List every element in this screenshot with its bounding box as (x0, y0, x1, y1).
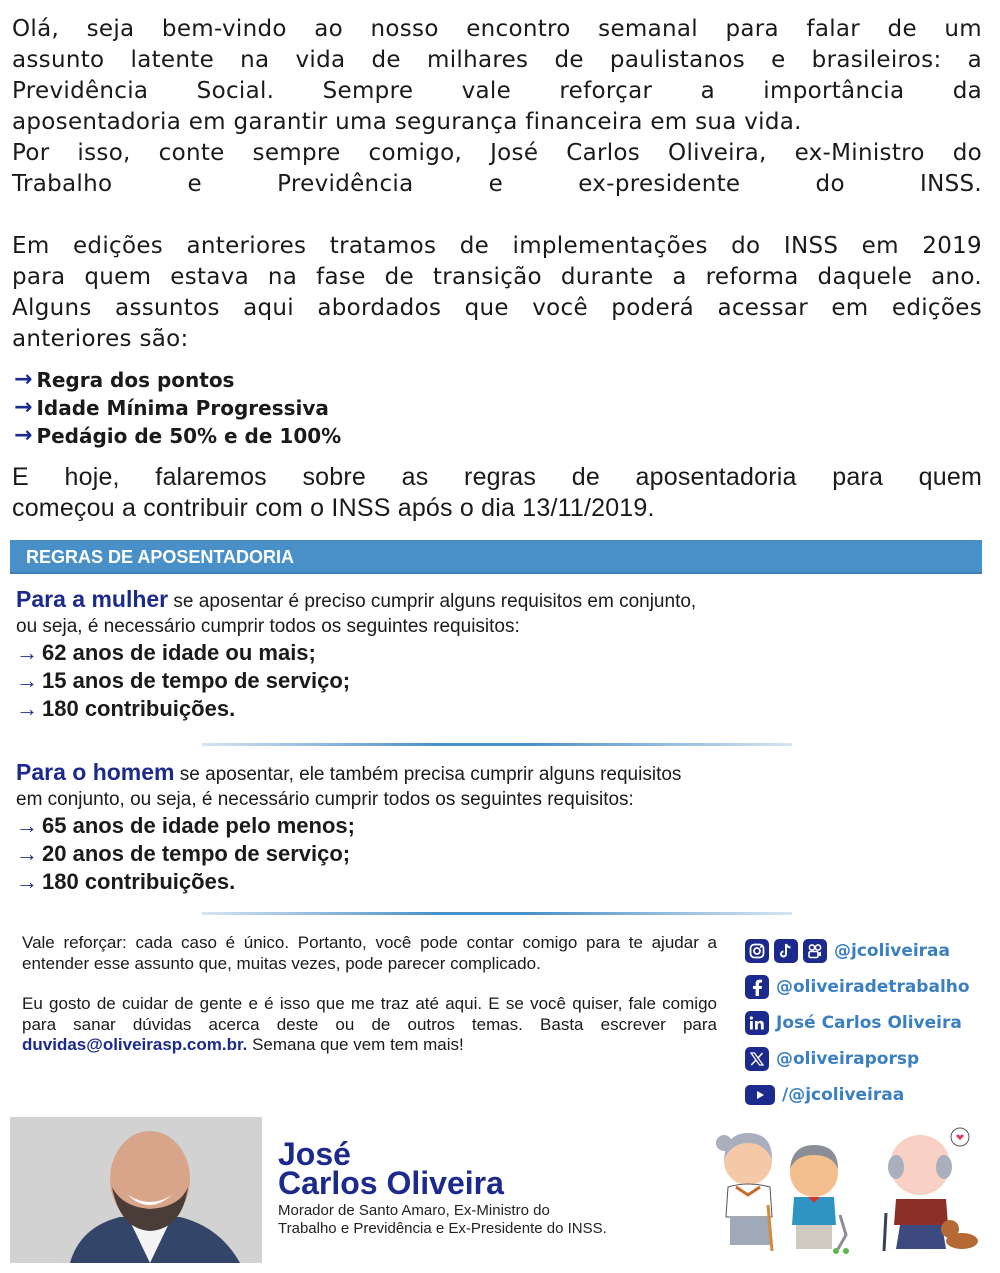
closing-paragraph (22, 994, 717, 1056)
arrow-right-icon: → (14, 367, 33, 392)
list-item (16, 812, 916, 840)
requirement-label: 180 contribuições. (42, 696, 236, 721)
rules-lead (16, 587, 916, 614)
list-item (16, 868, 916, 896)
social-item-linkedin[interactable] (745, 1005, 995, 1041)
social-handle[interactable]: @jcoliveiraa (834, 941, 951, 961)
social-handle[interactable]: @oliveiraporsp (776, 1049, 920, 1069)
intro-line: Olá, seja bem-vindo ao nosso encontro semanal para falar de um (12, 16, 982, 42)
intro-line: Em edições anteriores tratamos de implementações do INSS em 2019 (12, 233, 982, 259)
instagram-icon[interactable] (745, 939, 769, 963)
rules-highlight: Para o homem (16, 759, 175, 785)
author-info (278, 1136, 698, 1238)
intro-line: assunto latente na vida de milhares de paulistanos e brasileiros: a (12, 47, 982, 73)
list-item (16, 840, 916, 868)
rules-lead (16, 760, 916, 787)
author-bio (278, 1202, 698, 1238)
x-icon[interactable] (745, 1047, 769, 1071)
requirement-label: 65 anos de idade pelo menos; (42, 813, 355, 838)
rules-lead-line2: em conjunto, ou seja, é necessário cumprir todos os seguintes requisitos: (16, 789, 634, 810)
closing-text-end: Semana que vem tem mais! (247, 1035, 464, 1054)
today-line: E hoje, falaremos sobre as regras de aposentadoria para quem (12, 463, 982, 491)
social-item-instagram-tiktok-kwai[interactable] (745, 933, 995, 969)
author-bio-line: Trabalho e Previdência e Ex-Presidente do INSS. (278, 1220, 607, 1237)
email-link[interactable]: duvidas@oliveirasp.com.br. (22, 1035, 248, 1054)
elderly-characters-illustration (700, 1125, 990, 1255)
list-item (14, 422, 341, 450)
intro-line: Trabalho e Previdência e ex-presidente do INSS. (12, 171, 982, 197)
social-item-facebook[interactable] (745, 969, 995, 1005)
requirement-label: 62 anos de idade ou mais; (42, 640, 316, 665)
closing-text-start: Eu gosto de cuidar de gente e é isso que me traz até aqui. E se você quiser, fale comigo para sanar dúvidas acerca deste ou de outros temas. Basta escrever para (22, 994, 717, 1034)
topic-label: Regra dos pontos (36, 368, 235, 392)
linkedin-icon[interactable] (745, 1011, 769, 1035)
arrow-right-icon: → (16, 813, 38, 838)
arrow-right-icon: → (14, 423, 33, 448)
divider (202, 743, 792, 746)
list-item (14, 394, 341, 422)
today-line: começou a contribuir com o INSS após o dia 13/11/2019. (12, 494, 655, 522)
arrow-right-icon: → (16, 696, 38, 721)
arrow-right-icon: → (16, 841, 38, 866)
youtube-icon[interactable] (745, 1085, 775, 1105)
social-handle[interactable]: José Carlos Oliveira (776, 1013, 962, 1033)
social-handle[interactable]: /@jcoliveiraa (782, 1085, 905, 1105)
topic-label: Idade Mínima Progressiva (36, 396, 329, 420)
list-item (16, 667, 916, 695)
list-item (16, 639, 916, 667)
requirement-label: 15 anos de tempo de serviço; (42, 668, 351, 693)
section-heading: REGRAS DE APOSENTADORIA (10, 540, 982, 574)
bald-grandpa-figure (884, 1135, 952, 1251)
intro-line: aposentadoria em garantir uma segurança financeira em sua vida. (12, 109, 802, 135)
intro-line: Previdência Social. Sempre vale reforçar a importância da (12, 78, 982, 104)
social-item-youtube[interactable] (745, 1077, 995, 1113)
topic-label: Pedágio de 50% e de 100% (36, 424, 342, 448)
arrow-right-icon: → (16, 668, 38, 693)
intro-line: anteriores são: (12, 326, 189, 352)
intro-line: para quem estava na fase de transição durante a reforma daquele ano. (12, 264, 982, 290)
rules-lead-text: se aposentar é preciso cumprir alguns requisitos em conjunto, (168, 591, 697, 612)
requirement-label: 180 contribuições. (42, 869, 236, 894)
dog-figure (941, 1220, 978, 1249)
facebook-icon[interactable] (745, 975, 769, 999)
intro-line: Alguns assuntos aqui abordados que você poderá acessar em edições (12, 295, 982, 321)
grandma-figure (716, 1133, 772, 1251)
social-handle[interactable]: @oliveiradetrabalho (776, 977, 970, 997)
divider (202, 912, 792, 915)
rules-man (16, 760, 916, 896)
tiktok-icon[interactable] (774, 939, 798, 963)
closing-text (22, 933, 717, 1056)
arrow-right-icon: → (14, 395, 33, 420)
grandpa-walker-figure (790, 1145, 849, 1254)
rules-woman (16, 587, 916, 723)
author-photo (10, 1117, 262, 1263)
rules-highlight: Para a mulher (16, 586, 169, 612)
intro-text (12, 14, 982, 355)
arrow-right-icon: → (16, 869, 38, 894)
kwai-icon[interactable] (803, 939, 827, 963)
rules-lead-text: se aposentar, ele também precisa cumprir alguns requisitos (174, 764, 682, 785)
social-links (745, 933, 995, 1113)
closing-paragraph: Vale reforçar: cada caso é único. Portanto, você pode contar comigo para te ajudar a entender esse assunto que, muitas vezes, pode parecer complicado. (22, 933, 717, 973)
requirement-label: 20 anos de tempo de serviço; (42, 841, 351, 866)
arrow-right-icon: → (16, 640, 38, 665)
social-item-x[interactable] (745, 1041, 995, 1077)
rules-lead-line2: ou seja, é necessário cumprir todos os seguintes requisitos: (16, 616, 520, 637)
today-paragraph (12, 462, 982, 524)
list-item (16, 695, 916, 723)
author-name-first: José (278, 1136, 351, 1172)
author-bio-line: Morador de Santo Amaro, Ex-Ministro do (278, 1202, 550, 1219)
previous-topics-list (14, 366, 341, 450)
list-item (14, 366, 341, 394)
intro-line: Por isso, conte sempre comigo, José Carlos Oliveira, ex-Ministro do (12, 140, 982, 166)
author-name-last: Carlos Oliveira (278, 1165, 504, 1201)
